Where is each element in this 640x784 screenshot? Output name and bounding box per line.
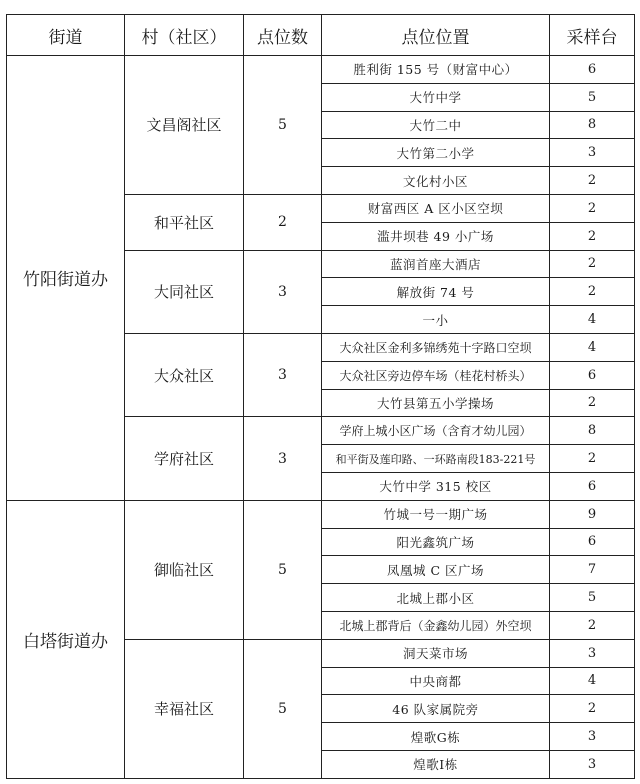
point-count-cell: 3 bbox=[244, 333, 322, 416]
point-count-cell: 3 bbox=[244, 417, 322, 500]
sample-count-cell: 6 bbox=[550, 528, 635, 556]
sample-count-cell: 2 bbox=[550, 222, 635, 250]
location-cell: 煌歌G栋 bbox=[322, 723, 550, 751]
location-cell: 大众社区金利多锦绣苑十字路口空坝 bbox=[322, 333, 550, 361]
location-cell: 大竹中学 315 校区 bbox=[322, 472, 550, 500]
point-count-cell: 5 bbox=[244, 500, 322, 639]
location-cell: 大众社区旁边停车场（桂花村桥头） bbox=[322, 361, 550, 389]
sample-count-cell: 4 bbox=[550, 333, 635, 361]
location-cell: 蓝润首座大酒店 bbox=[322, 250, 550, 278]
location-cell: 北城上郡小区 bbox=[322, 584, 550, 612]
sample-count-cell: 6 bbox=[550, 472, 635, 500]
sample-count-cell: 2 bbox=[550, 389, 635, 417]
header-row bbox=[7, 15, 635, 56]
sample-count-cell: 3 bbox=[550, 750, 635, 778]
header-point-count: 点位数 bbox=[244, 15, 322, 56]
sample-count-cell: 6 bbox=[550, 56, 635, 84]
header-community: 村（社区） bbox=[125, 15, 244, 56]
header-point-location: 点位位置 bbox=[322, 15, 550, 56]
community-cell: 大众社区 bbox=[125, 333, 244, 416]
location-cell: 一小 bbox=[322, 306, 550, 334]
street-cell: 竹阳街道办 bbox=[7, 56, 125, 501]
sample-count-cell: 2 bbox=[550, 250, 635, 278]
sample-count-cell: 2 bbox=[550, 695, 635, 723]
point-count-cell: 2 bbox=[244, 194, 322, 250]
sample-count-cell: 2 bbox=[550, 194, 635, 222]
community-cell: 御临社区 bbox=[125, 500, 244, 639]
sample-count-cell: 5 bbox=[550, 584, 635, 612]
sample-count-cell: 8 bbox=[550, 417, 635, 445]
sample-count-cell: 8 bbox=[550, 111, 635, 139]
location-cell: 财富西区 A 区小区空坝 bbox=[322, 194, 550, 222]
sample-count-cell: 5 bbox=[550, 83, 635, 111]
sample-count-cell: 3 bbox=[550, 723, 635, 751]
community-cell: 学府社区 bbox=[125, 417, 244, 500]
location-cell: 洞天菜市场 bbox=[322, 639, 550, 667]
sample-count-cell: 6 bbox=[550, 361, 635, 389]
point-count-cell: 3 bbox=[244, 250, 322, 333]
sample-count-cell: 2 bbox=[550, 445, 635, 473]
point-count-cell: 5 bbox=[244, 639, 322, 778]
point-count-cell: 5 bbox=[244, 56, 322, 195]
location-cell: 大竹县第五小学操场 bbox=[322, 389, 550, 417]
location-cell: 北城上郡背后（金鑫幼儿园）外空坝 bbox=[322, 611, 550, 639]
street-cell: 白塔街道办 bbox=[7, 500, 125, 778]
location-cell: 大竹二中 bbox=[322, 111, 550, 139]
location-cell: 大竹中学 bbox=[322, 83, 550, 111]
location-cell: 中央商都 bbox=[322, 667, 550, 695]
table-row bbox=[7, 56, 635, 84]
location-cell: 和平街及莲印路、一环路南段183-221号 bbox=[322, 445, 550, 473]
location-cell: 文化村小区 bbox=[322, 167, 550, 195]
sampling-sites-table bbox=[6, 14, 635, 779]
header-street: 街道 bbox=[7, 15, 125, 56]
sample-count-cell: 3 bbox=[550, 639, 635, 667]
location-cell: 解放街 74 号 bbox=[322, 278, 550, 306]
community-cell: 大同社区 bbox=[125, 250, 244, 333]
sample-count-cell: 2 bbox=[550, 167, 635, 195]
location-cell: 大竹第二小学 bbox=[322, 139, 550, 167]
sample-count-cell: 4 bbox=[550, 667, 635, 695]
location-cell: 竹城一号一期广场 bbox=[322, 500, 550, 528]
sample-count-cell: 3 bbox=[550, 139, 635, 167]
location-cell: 胜利街 155 号（财富中心） bbox=[322, 56, 550, 84]
sample-count-cell: 2 bbox=[550, 611, 635, 639]
location-cell: 46 队家属院旁 bbox=[322, 695, 550, 723]
location-cell: 煌歌I栋 bbox=[322, 750, 550, 778]
sample-count-cell: 2 bbox=[550, 278, 635, 306]
sample-count-cell: 9 bbox=[550, 500, 635, 528]
community-cell: 幸福社区 bbox=[125, 639, 244, 778]
community-cell: 和平社区 bbox=[125, 194, 244, 250]
location-cell: 学府上城小区广场（含育才幼儿园） bbox=[322, 417, 550, 445]
sample-count-cell: 4 bbox=[550, 306, 635, 334]
community-cell: 文昌阁社区 bbox=[125, 56, 244, 195]
location-cell: 滥井坝巷 49 小广场 bbox=[322, 222, 550, 250]
location-cell: 阳光鑫筑广场 bbox=[322, 528, 550, 556]
sample-count-cell: 7 bbox=[550, 556, 635, 584]
location-cell: 凤凰城 C 区广场 bbox=[322, 556, 550, 584]
table-row bbox=[7, 500, 635, 528]
header-sampling-stations: 采样台 bbox=[550, 15, 635, 56]
